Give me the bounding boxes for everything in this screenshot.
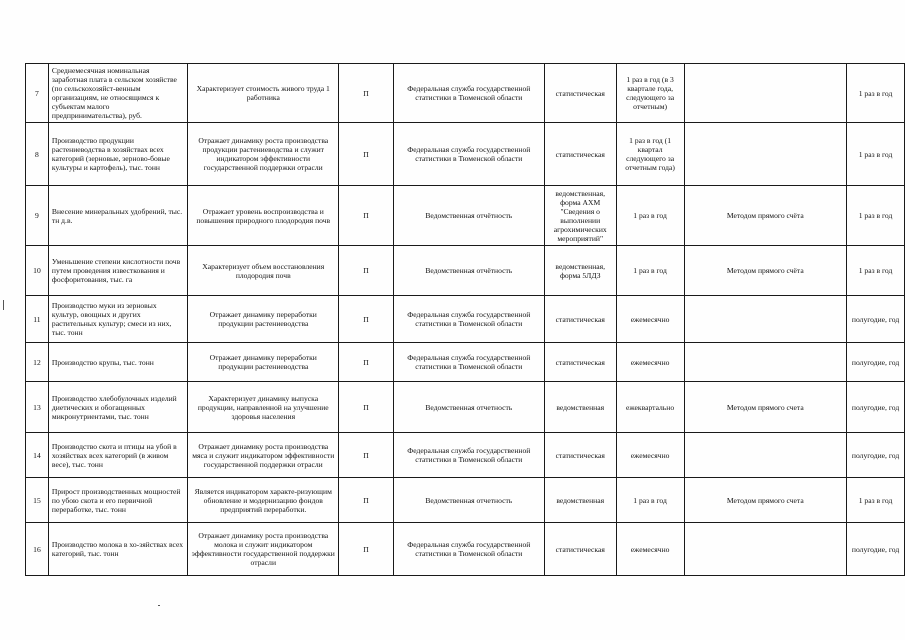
calculation-method: Методом прямого счёта	[684, 186, 847, 246]
indicator-description: Является индикатором характе-ризующим обновление и модернизацию фондов предприятий переработки.	[188, 478, 339, 523]
indicator-name: Производство хлебобулочных изделий диетических и обогащенных микронутриентами, тыс. тонн	[48, 382, 187, 433]
indicator-description: Отражает динамику переработки продукции растениеводства	[188, 343, 339, 382]
calculation-method	[684, 343, 847, 382]
scan-mark-left	[3, 300, 4, 310]
collection-period: 1 раз в год (в 3 квартале года, следующего за отчетным)	[616, 64, 684, 123]
calculation-method	[684, 64, 847, 123]
row-number: 7	[26, 64, 49, 123]
table-row	[26, 523, 905, 576]
indicator-type: П	[339, 64, 394, 123]
reporting-frequency: 1 раз в год	[847, 246, 905, 296]
table-row	[26, 123, 905, 186]
indicator-type: П	[339, 186, 394, 246]
reporting-frequency: полугодие, год	[847, 433, 905, 478]
indicator-description: Характеризует динамику выпуска продукции, направленной на улучшение здоровья населения	[188, 382, 339, 433]
indicator-type: П	[339, 343, 394, 382]
calculation-method: Методом прямого счета	[684, 382, 847, 433]
table-row	[26, 343, 905, 382]
reporting-form: ведомственная, форма АХМ "Сведения о выполнении агрохимических мероприятий"	[544, 186, 616, 246]
reporting-form: статистическая	[544, 343, 616, 382]
collection-period: 1 раз в год	[616, 186, 684, 246]
indicator-type: П	[339, 296, 394, 343]
indicator-name: Среднемесячная номинальная заработная плата в сельском хозяйстве (по сельскохозяйст-венным организациям, не относящимся к субъектам малого предпринимательства), руб.	[48, 64, 187, 123]
row-number: 9	[26, 186, 49, 246]
calculation-method	[684, 123, 847, 186]
indicator-name: Производство продукции растениеводства в хозяйствах всех категорий (зерновые, зерново-бовые культуры и картофель), тыс. тонн	[48, 123, 187, 186]
data-source: Ведомственная отчетность	[393, 478, 544, 523]
indicator-description: Отражает уровень воспроизводства и повышения природного плодородия почв	[188, 186, 339, 246]
reporting-form: ведомственная	[544, 382, 616, 433]
data-source: Ведомственная отчетность	[393, 382, 544, 433]
reporting-form: ведомственная	[544, 478, 616, 523]
indicator-name: Прирост производственных мощностей по убою скота и его первичной переработке, тыс. тонн	[48, 478, 187, 523]
table-body	[26, 64, 905, 576]
collection-period: ежемесячно	[616, 296, 684, 343]
data-source: Федеральная служба государственной статистики в Тюменской области	[393, 343, 544, 382]
indicator-description: Отражает динамику роста производства мяса и служит индикатором эффективности государственной поддержки отрасли	[188, 433, 339, 478]
indicator-type: П	[339, 523, 394, 576]
data-source: Федеральная служба государственной статистики в Тюменской области	[393, 123, 544, 186]
indicator-name: Производство молока в хо-зяйствах всех категорий, тыс. тонн	[48, 523, 187, 576]
reporting-form: статистическая	[544, 123, 616, 186]
calculation-method	[684, 523, 847, 576]
reporting-frequency: 1 раз в год	[847, 64, 905, 123]
collection-period: ежемесячно	[616, 343, 684, 382]
indicator-type: П	[339, 478, 394, 523]
indicator-type: П	[339, 382, 394, 433]
reporting-frequency: полугодие, год	[847, 343, 905, 382]
indicator-type: П	[339, 246, 394, 296]
reporting-form: статистическая	[544, 523, 616, 576]
indicator-description: Отражает динамику переработки продукции растениеводства	[188, 296, 339, 343]
indicator-name: Производство крупы, тыс. тонн	[48, 343, 187, 382]
calculation-method: Методом прямого счета	[684, 478, 847, 523]
table-row	[26, 64, 905, 123]
data-source: Федеральная служба государственной статистики в Тюменской области	[393, 523, 544, 576]
calculation-method	[684, 296, 847, 343]
indicator-description: Отражает динамику роста производства молока и служит индикатором эффективности государственной поддержки отрасли	[188, 523, 339, 576]
row-number: 10	[26, 246, 49, 296]
indicator-description: Отражает динамику роста производства продукции растениеводства и служит индикатором эффективности государственной поддержки отрасли	[188, 123, 339, 186]
row-number: 16	[26, 523, 49, 576]
calculation-method	[684, 433, 847, 478]
reporting-form: статистическая	[544, 64, 616, 123]
data-source: Федеральная служба государственной статистики в Тюменской области	[393, 296, 544, 343]
data-source: Федеральная служба государственной статистики в Тюменской области	[393, 64, 544, 123]
scan-mark-bottom	[158, 605, 160, 606]
collection-period: 1 раз в год	[616, 478, 684, 523]
collection-period: 1 раз в год (1 квартал следующего за отчетным года)	[616, 123, 684, 186]
row-number: 15	[26, 478, 49, 523]
reporting-form: статистическая	[544, 296, 616, 343]
data-source: Федеральная служба государственной статистики в Тюменской области	[393, 433, 544, 478]
indicator-name: Производство муки из зерновых культур, овощных и других растительных культур; смеси из них, тыс. тонн	[48, 296, 187, 343]
reporting-frequency: 1 раз в год	[847, 123, 905, 186]
indicator-name: Уменьшение степени кислотности почв путем проведения известкования и фосфоритования, тыс. га	[48, 246, 187, 296]
row-number: 11	[26, 296, 49, 343]
row-number: 13	[26, 382, 49, 433]
collection-period: ежемесячно	[616, 523, 684, 576]
table-row	[26, 186, 905, 246]
indicators-table	[25, 63, 905, 576]
data-source: Ведомственная отчётность	[393, 246, 544, 296]
table-row	[26, 433, 905, 478]
indicator-name: Производство скота и птицы на убой в хозяйствах всех категорий (в живом весе), тыс. тонн	[48, 433, 187, 478]
indicator-type: П	[339, 433, 394, 478]
reporting-frequency: 1 раз в год	[847, 186, 905, 246]
indicator-description: Характеризует стоимость живого труда 1 работника	[188, 64, 339, 123]
row-number: 12	[26, 343, 49, 382]
collection-period: ежеквартально	[616, 382, 684, 433]
indicator-description: Характеризует объем восстановления плодородия почв	[188, 246, 339, 296]
table-row	[26, 478, 905, 523]
row-number: 14	[26, 433, 49, 478]
reporting-form: статистическая	[544, 433, 616, 478]
reporting-frequency: 1 раз в год	[847, 478, 905, 523]
table-row	[26, 382, 905, 433]
reporting-frequency: полугодие, год	[847, 296, 905, 343]
data-source: Ведомственная отчётность	[393, 186, 544, 246]
table-row	[26, 296, 905, 343]
reporting-form: ведомственная, форма 5ЛДЗ	[544, 246, 616, 296]
collection-period: ежемесячно	[616, 433, 684, 478]
reporting-frequency: полугодие, год	[847, 523, 905, 576]
row-number: 8	[26, 123, 49, 186]
indicator-name: Внесение минеральных удобрений, тыс. тн д.в.	[48, 186, 187, 246]
collection-period: 1 раз в год	[616, 246, 684, 296]
reporting-frequency: полугодие, год	[847, 382, 905, 433]
indicator-type: П	[339, 123, 394, 186]
table-row	[26, 246, 905, 296]
calculation-method: Методом прямого счёта	[684, 246, 847, 296]
